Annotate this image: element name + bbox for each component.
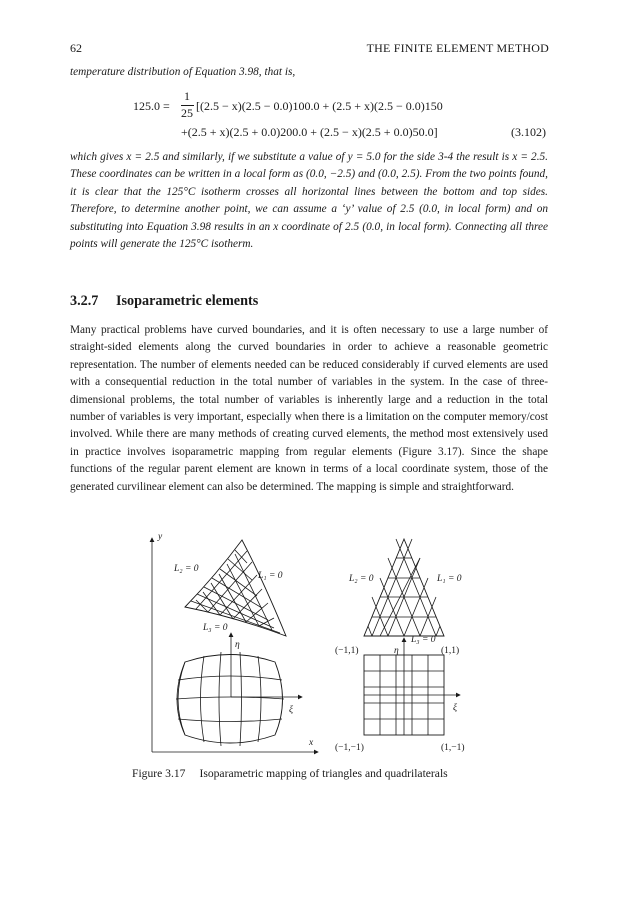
curved-quadrilateral-element <box>176 652 284 746</box>
equation-number: (3.102) <box>511 125 546 139</box>
section-number: 3.2.7 <box>70 293 99 309</box>
figure-caption <box>132 767 448 780</box>
section-title: Isoparametric elements <box>116 293 259 309</box>
y-axis-label: y <box>158 532 163 542</box>
parent-L2-label: L₂ = 0 <box>349 574 374 584</box>
curved-eta-label: η <box>235 640 240 650</box>
equation-lhs: 125.0 = <box>133 99 170 113</box>
parent-triangle-element <box>364 539 444 636</box>
fraction-numerator: 1 <box>184 89 190 103</box>
curved-L3-label: L₃ = 0 <box>203 623 228 633</box>
intro-line: temperature distribution of Equation 3.98, that is, <box>70 66 296 78</box>
corner-bottom-right-label: (1,−1) <box>441 743 465 753</box>
paragraph-italic: which gives x = 2.5 and similarly, if we substitute a value of y = 5.0 for the side 3-4 the result is x = 2.5. These coordinates can be written in a local form as (0.0, −2.5) and (0.0, 2.5). From the two points found, it is clear that the 125°C isotherm crosses all horizontal lines between the bottom and top sides. Therefore, to determine another point, we can assume a ‘y’ value of 2.5 (0.0, in local form) and on substituting into Equation 3.98 results in an x coordinate of 2.5 (0.0, in local form). Connecting all three points will generate the 125°C isotherm. <box>70 151 548 251</box>
running-head: THE FINITE ELEMENT METHOD <box>366 41 549 55</box>
figure-caption-number: Figure 3.17 <box>132 767 186 780</box>
curved-triangle-element <box>185 540 286 636</box>
equation-line-2: +(2.5 + x)(2.5 + 0.0)200.0 + (2.5 − x)(2.5 + 0.0)50.0] <box>181 125 438 139</box>
parent-L1-label: L₁ = 0 <box>437 574 462 584</box>
corner-bottom-left-label: (−1,−1) <box>335 743 364 753</box>
corner-top-right-label: (1,1) <box>441 646 460 656</box>
equation-line-1: [(2.5 − x)(2.5 − 0.0)100.0 + (2.5 + x)(2.5 − 0.0)150 <box>196 99 443 113</box>
x-axis-label: x <box>309 738 314 748</box>
curved-xi-label: ξ <box>289 705 294 715</box>
fraction-denominator: 25 <box>181 106 193 120</box>
curved-L1-label: L₁ = 0 <box>258 571 283 581</box>
page-number: 62 <box>70 41 82 55</box>
parent-xi-label: ξ <box>453 703 458 713</box>
figure-caption-text: Isoparametric mapping of triangles and quadrilaterals <box>199 767 448 780</box>
parent-L3-label: L₃ = 0 <box>411 635 436 645</box>
paragraph-body: Many practical problems have curved boundaries, and it is often necessary to use a large number of straight-sided elements along the curved boundaries in order to achieve a reasonable geometric representation. The number of elements needed can be reduced considerably if curved elements are used with a consequential reduction in the total number of variables in the system. In the case of three-dimensional problems, the total number of variables is inherently large and a reduction in the total number of variables is very important, especially when there is a limitation on the computer memory/cost involved. While there are many methods of creating curved elements, the method most extensively used in practice involves isoparametric mapping from regular elements (Figure 3.17). Since the shape functions of the regular parent element are known in terms of a local coordinate system, those of the generated curvilinear element can also be determined. The mapping is simple and straightforward. <box>70 324 548 493</box>
parent-eta-label: η <box>394 646 399 656</box>
curved-L2-label: L₂ = 0 <box>174 564 199 574</box>
corner-top-left-label: (−1,1) <box>335 646 359 656</box>
